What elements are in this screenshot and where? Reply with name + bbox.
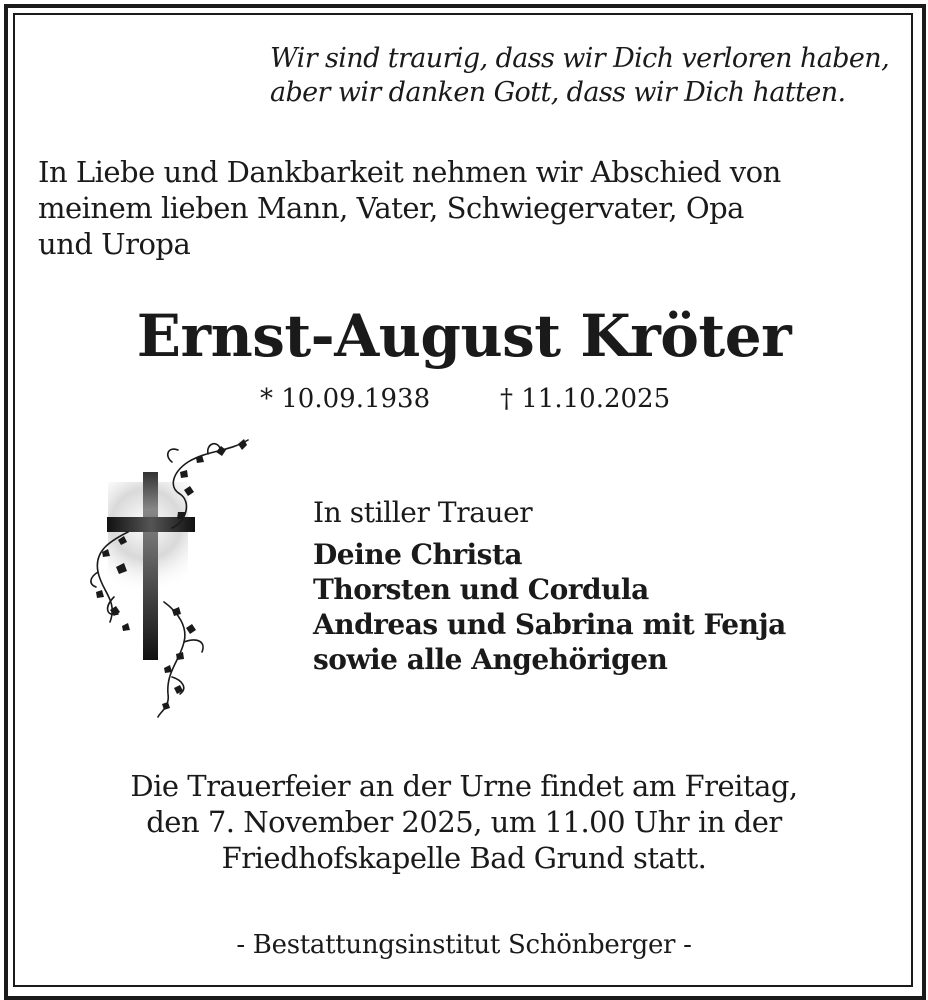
motto-quote	[270, 42, 910, 110]
mourners-block	[313, 494, 903, 677]
mourner-name: Andreas und Sabrina mit Fenja	[313, 608, 786, 641]
death-date: † 11.10.2025	[500, 384, 671, 414]
funeral-home-credit: - Bestattungsinstitut Schönberger -	[236, 930, 692, 960]
mourner-name: Deine Christa	[313, 538, 523, 571]
motto-line: Wir sind traurig, dass wir Dich verloren haben,	[270, 43, 890, 74]
service-line: den 7. November 2025, um 11.00 Uhr in der	[146, 805, 782, 839]
intro-text	[38, 154, 898, 262]
mourner-name: sowie alle Angehörigen	[313, 643, 668, 676]
birth-date: * 10.09.1938	[260, 384, 431, 414]
service-line: Friedhofskapelle Bad Grund statt.	[221, 841, 707, 875]
service-line: Die Trauerfeier an der Urne findet am Freitag,	[130, 769, 798, 803]
service-info	[0, 768, 928, 876]
deceased-name: Ernst-August Kröter	[136, 302, 792, 370]
intro-line: und Uropa	[38, 227, 191, 261]
cross-with-ivy-icon	[88, 432, 268, 722]
mourner-name: Thorsten und Cordula	[313, 573, 649, 606]
mourners-lead: In stiller Trauer	[313, 496, 533, 529]
intro-line: meinem lieben Mann, Vater, Schwiegervater, Opa	[38, 191, 744, 225]
intro-line: In Liebe und Dankbarkeit nehmen wir Abschied von	[38, 155, 781, 189]
motto-line: aber wir danken Gott, dass wir Dich hatten.	[270, 77, 846, 108]
